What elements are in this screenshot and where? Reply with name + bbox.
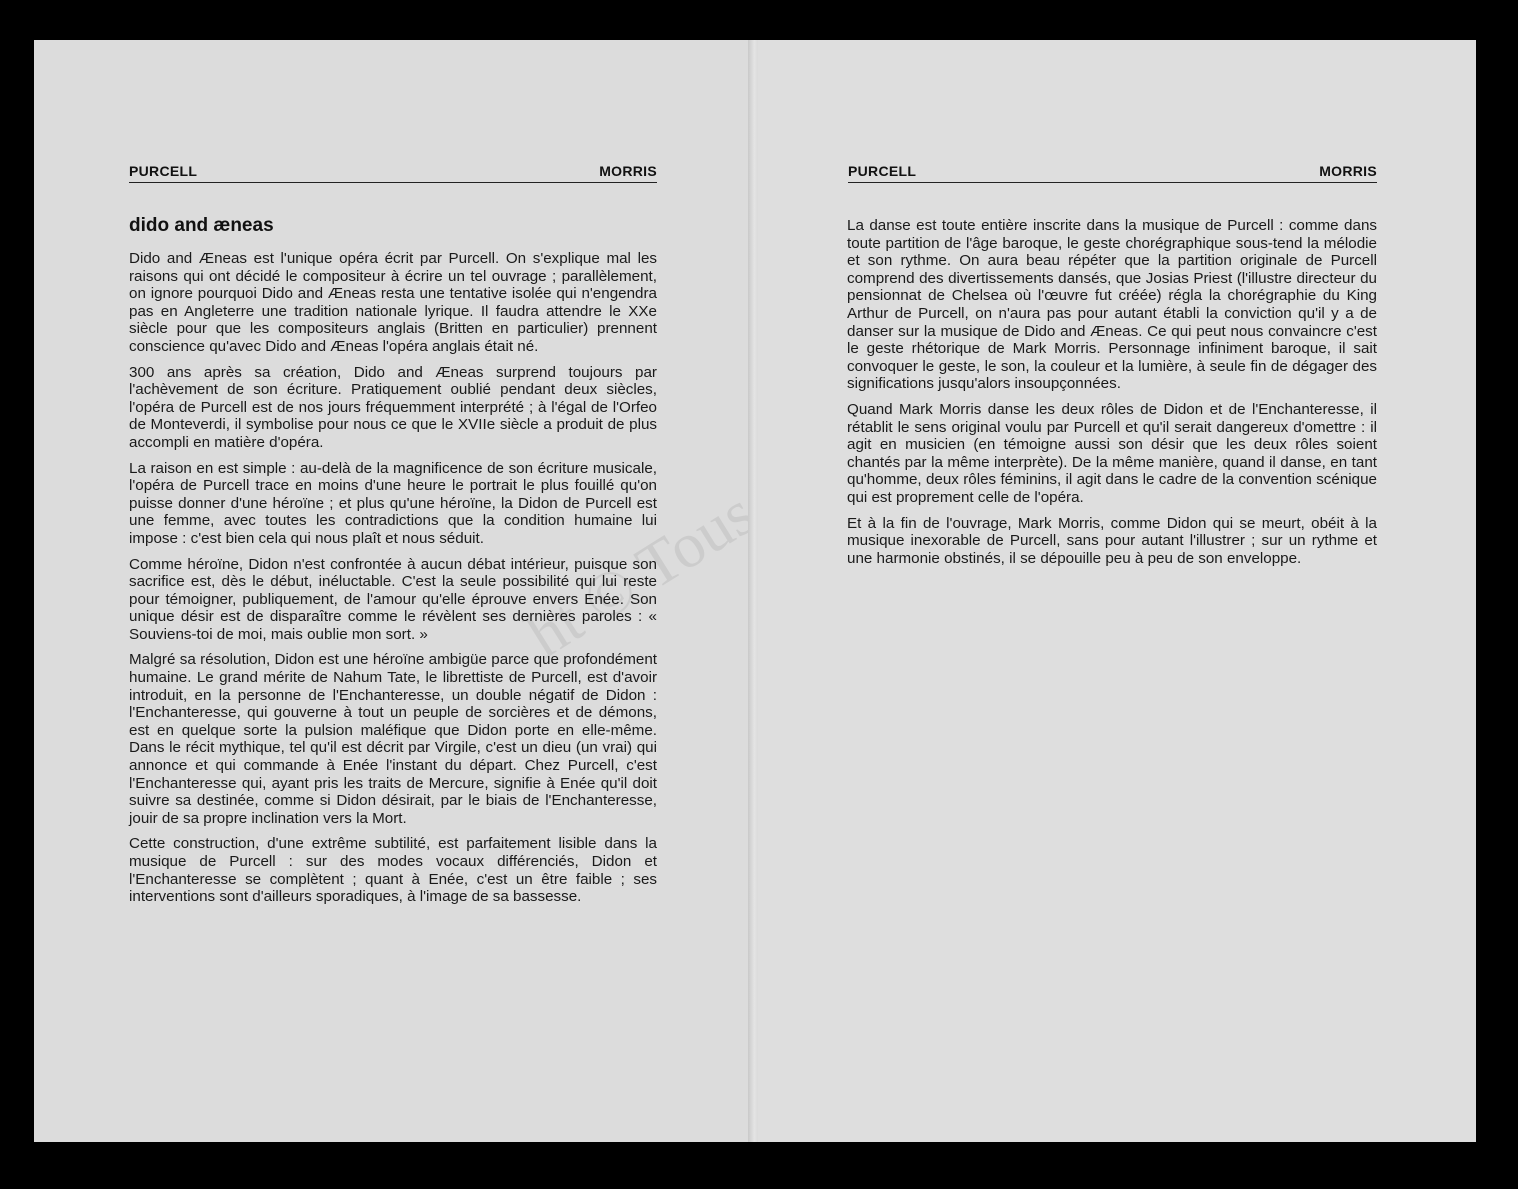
header-right-label: MORRIS [599, 163, 657, 179]
paragraph-6: Cette construction, d'une extrême subtilité, est parfaitement lisible dans la musique de Purcell : sur des modes vocaux différenciés, Didon et l'Enchanteresse se complètent ; quant à Enée, c'est un être faible ; ses interventions sont d'ailleurs sporadiques, à l'image de sa bassesse. [129, 835, 657, 906]
header-right-label: MORRIS [1319, 163, 1377, 179]
paragraph-2: 300 ans après sa création, Dido and Æneas surprend toujours par l'achèvement de son écriture. Pratiquement oublié pendant deux siècles, l'opéra de Purcell est de nos jours fréquemment interprété ; à l'égal de l'Orfeo de Monteverdi, il symbolise pour nous ce que le XVIIe siècle a produit de plus accompli en matière d'opéra. [129, 363, 657, 451]
paragraph-5: Malgré sa résolution, Didon est une héroïne ambigüe parce que profondément humaine. Le grand mérite de Nahum Tate, le librettiste de Purcell, est d'avoir introduit, en la personne de l'Enchanteresse, un double négatif de Didon : l'Enchanteresse, qui gouverne à tout un peuple de sorcières et de démons, est en quelque sorte la pulsion maléfique que Didon porte en elle-même. Dans le récit mythique, tel qu'il est décrit par Virgile, c'est un dieu (un vrai) qui annonce et qui commande à Enée l'instant du départ. Chez Purcell, c'est l'Enchanteresse qui, ayant pris les traits de Mercure, signifie à Enée qu'il doit suivre sa destinée, comme si Didon désirait, par le biais de l'Enchanteresse, jouir de sa propre inclination vers la Mort. [129, 651, 657, 827]
left-text-column [129, 214, 657, 914]
copyright-watermark: ht © Tous d [514, 451, 808, 672]
paragraph-1: La danse est toute entière inscrite dans la musique de Purcell : comme dans toute partition de l'âge baroque, le geste chorégraphique sous-tend la mélodie et son rythme. On aura beau répéter que la partition originale de Purcell comprend des divertissements dansés, que Josias Priest (l'illustre directeur du pensionnat de Chelsea où l'œuvre fut créée) régla la chorégraphie du King Arthur de Purcell, on n'aura pas pour autant établi la conviction qu'il y a de danser sur la musique de Dido and Æneas. Ce qui peut nous convaincre c'est le geste rhétorique de Mark Morris. Personnage infiniment baroque, il sait convoquer le geste, le son, la couleur et la lumière, à seule fin de dégager des significations jusqu'alors insoupçonnées. [847, 217, 1377, 393]
left-running-header [129, 160, 657, 183]
header-left-label: PURCELL [129, 163, 198, 179]
right-text-column [847, 217, 1377, 575]
header-left-label: PURCELL [848, 163, 917, 179]
paragraph-4: Comme héroïne, Didon n'est confrontée à aucun débat intérieur, puisque son sacrifice est, dès le début, inéluctable. C'est la seule possibilité qui lui reste pour témoigner, publiquement, de l'amour qu'elle éprouve envers Enée. Son unique désir est de disparaître comme le révèlent ses dernières paroles : « Souviens-toi de moi, mais oublie mon sort. » [129, 555, 657, 643]
right-page [758, 40, 1476, 1142]
paragraph-1: Dido and Æneas est l'unique opéra écrit par Purcell. On s'explique mal les raisons qui ont décidé le compositeur à écrire un tel ouvrage ; parallèlement, on ignore pourquoi Dido and Æneas resta une tentative isolée qui n'engendra pas en Angleterre une tradition nationale lyrique. Il faudra attendre le XXe siècle pour que les compositeurs anglais (Britten en particulier) prennent conscience qu'avec Dido and Æneas l'opéra anglais était né. [129, 250, 657, 355]
paragraph-3: Et à la fin de l'ouvrage, Mark Morris, comme Didon qui se meurt, obéit à la musique inexorable de Purcell, sans pour autant l'illustrer ; sur un rythme et une harmonie obstinés, il se dépouille peu à peu de son enveloppe. [847, 514, 1377, 567]
paragraph-3: La raison en est simple : au-delà de la magnificence de son écriture musicale, l'opéra de Purcell trace en moins d'une heure le portrait le plus fouillé qu'on puisse donner d'une héroïne ; et plus qu'une héroïne, la Didon de Purcell est une femme, avec toutes les contradictions que la condition humaine lui impose : c'est bien cela qui nous plaît et nous séduit. [129, 459, 657, 547]
section-title: dido and æneas [129, 215, 274, 236]
right-running-header [848, 160, 1377, 183]
left-page [34, 40, 808, 1142]
paragraph-2: Quand Mark Morris danse les deux rôles de Didon et de l'Enchanteresse, il rétablit le sens original voulu par Purcell et qu'il serait dangereux d'omettre : il agit en musicien (en témoigne aussi son désir que les deux rôles soient chantés par la même interprète). De la même manière, quand il danse, en tant qu'homme, deux rôles féminins, il agit dans le cadre de la convention scénique qui est proprement celle de l'opéra. [847, 400, 1377, 506]
